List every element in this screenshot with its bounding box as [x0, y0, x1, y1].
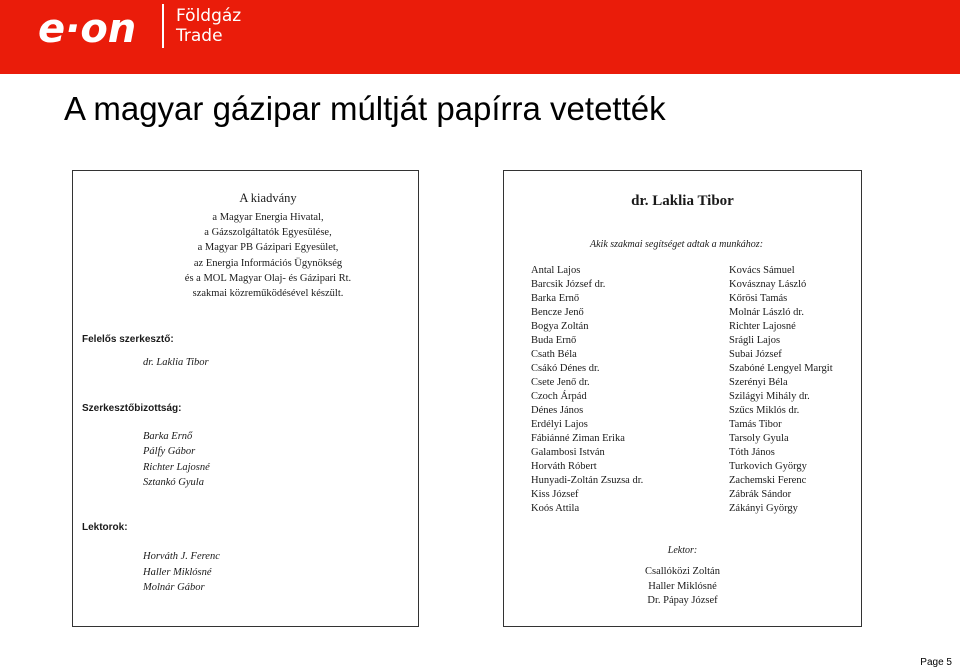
helper-name: Galambosi István — [531, 447, 605, 458]
logo-text-line2: Trade — [176, 26, 223, 46]
lektor-name: Molnár Gábor — [143, 582, 205, 593]
kiadvany-line: és a MOL Magyar Olaj- és Gázipari Rt. — [184, 272, 352, 284]
helper-name: Zábrák Sándor — [729, 489, 792, 500]
felelos-name: dr. Laklia Tibor — [143, 357, 209, 368]
helper-name: Kovásznay László — [729, 279, 807, 290]
helper-name: Kiss József — [531, 489, 579, 500]
lektor-name: Haller Miklósné — [648, 580, 717, 592]
logo-divider — [162, 4, 164, 48]
helper-name: Koós Attila — [531, 503, 580, 514]
page-number: Page 5 — [920, 657, 952, 668]
helper-name: Richter Lajosné — [729, 321, 796, 332]
committee-member: Richter Lajosné — [143, 461, 210, 473]
kiadvany-line: a Magyar Energia Hivatal, — [212, 212, 324, 223]
helper-name: Fábiánné Ziman Erika — [531, 433, 625, 444]
helper-name: Szerényi Béla — [729, 377, 788, 388]
helper-name: Csete Jenő dr. — [531, 377, 590, 388]
document-page-left — [72, 170, 419, 627]
helper-name: Srágli Lajos — [729, 335, 781, 346]
committee-member: Barka Ernő — [143, 431, 193, 442]
helper-name: Barcsik József dr. — [531, 279, 606, 290]
felelos-label: Felelős szerkesztő: — [82, 334, 174, 345]
lektor-name: Dr. Pápay József — [647, 595, 718, 606]
helper-name: Tamás Tibor — [729, 419, 782, 430]
helper-name: Kőrösi Tamás — [729, 293, 788, 304]
helper-name: Erdélyi Lajos — [531, 419, 588, 430]
helper-name: Molnár László dr. — [729, 307, 804, 318]
lektor-name: Csallóközi Zoltán — [645, 566, 720, 577]
helpers-subtitle: Akik szakmai segítséget adtak a munkához: — [590, 239, 764, 250]
document-page-right — [503, 170, 862, 627]
helper-name: Dénes János — [531, 405, 584, 416]
helper-name: Subai József — [729, 349, 782, 360]
header-bar — [0, 0, 960, 74]
helper-name: Zákányi György — [729, 503, 798, 514]
helper-name: Csákó Dénes dr. — [531, 363, 600, 374]
helper-name: Horváth Róbert — [531, 461, 597, 472]
helper-name: Zachemski Ferenc — [729, 475, 807, 486]
kiadvany-line: a Magyar PB Gázipari Egyesület, — [197, 242, 339, 254]
helper-name: Szűcs Miklós dr. — [729, 405, 800, 416]
lektor-name: Horváth J. Ferenc — [143, 551, 220, 562]
helper-name: Czoch Árpád — [531, 391, 587, 402]
kiadvany-line: a Gázszolgáltatók Egyesülése, — [204, 227, 332, 239]
helper-name: Barka Ernő — [531, 293, 580, 304]
helper-name: Buda Ernő — [531, 335, 577, 346]
lektor-label: Lektor: — [667, 545, 698, 556]
helper-name: Szilágyi Mihály dr. — [729, 391, 810, 402]
helper-name: Tarsoly Gyula — [729, 433, 789, 444]
kiadvany-line: szakmai közreműködésével készült. — [192, 288, 344, 299]
page-title: A magyar gázipar múltját papírra vetették — [64, 90, 666, 127]
helper-name: Turkovich György — [729, 461, 807, 472]
eon-logo — [38, 2, 158, 58]
logo-text-line1: Földgáz — [176, 6, 242, 26]
bizottsag-label: Szerkesztőbizottság: — [82, 403, 182, 414]
helper-name: Bogya Zoltán — [531, 321, 589, 332]
helper-name: Bencze Jenő — [531, 307, 584, 318]
kiadvany-line: az Energia Információs Ügynökség — [193, 257, 343, 269]
kiadvany-heading: A kiadvány — [239, 191, 297, 205]
committee-member: Pálfy Gábor — [143, 446, 196, 458]
helper-name: Szabóné Lengyel Margit — [729, 363, 833, 374]
helper-name: Hunyadi-Zoltán Zsuzsa dr. — [531, 475, 644, 486]
author-title: dr. Laklia Tibor — [631, 193, 734, 209]
lektorok-label: Lektorok: — [82, 522, 128, 533]
helper-name: Csath Béla — [531, 349, 577, 360]
helper-name: Tóth János — [729, 447, 775, 458]
helper-name: Kovács Sámuel — [729, 265, 795, 276]
svg-text:e·on: e·on — [38, 6, 137, 52]
committee-member: Sztankó Gyula — [143, 476, 204, 488]
lektor-name: Haller Miklósné — [143, 566, 212, 578]
helper-name: Antal Lajos — [531, 265, 581, 276]
